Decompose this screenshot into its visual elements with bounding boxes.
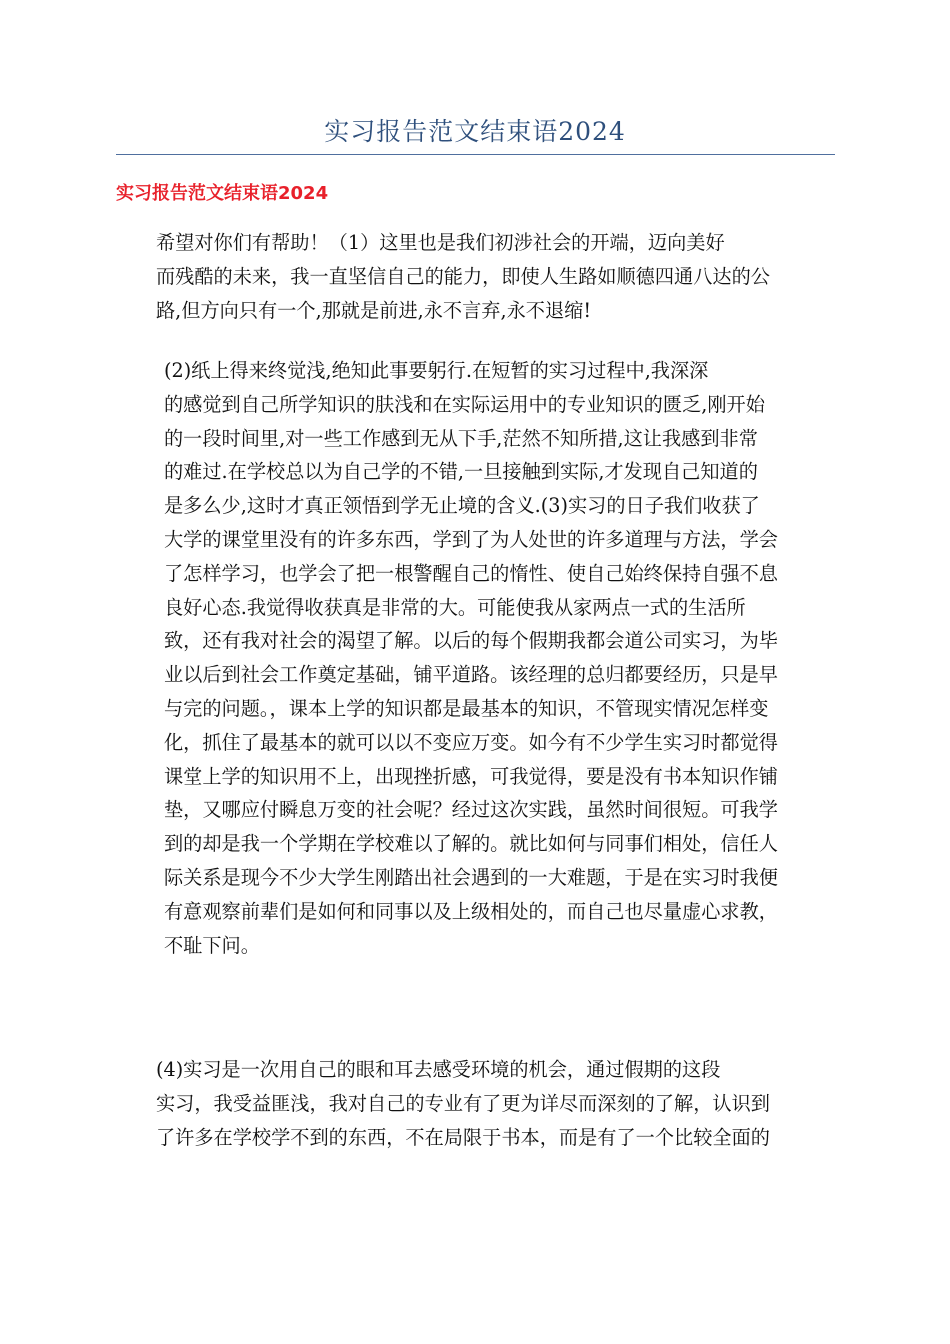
paragraph-line: 良好心态.我觉得收获真是非常的大。可能使我从家两点一式的生活所 [164, 595, 746, 619]
paragraph-line: 实习，我受益匪浅，我对自己的专业有了更为详尽而深刻的了解，认识到 [156, 1091, 770, 1115]
paragraph-line: 的一段时间里,对一些工作感到无从下手,茫然不知所措,这让我感到非常 [164, 426, 758, 450]
paragraph-3 [116, 1053, 832, 1154]
paragraph-1 [116, 226, 832, 327]
paragraph-line: 了许多在学校学不到的东西，不在局限于书本，而是有了一个比较全面的 [156, 1125, 770, 1149]
paragraph-line: 际关系是现今不少大学生刚踏出社会遇到的一大难题，于是在实习时我便 [164, 865, 778, 889]
paragraph-line: (2)纸上得来终觉浅,绝知此事要躬行.在短暂的实习过程中,我深深 [164, 359, 709, 382]
paragraph-line: 垫，又哪应付瞬息万变的社会呢？经过这次实践，虽然时间很短。可我学 [164, 798, 778, 822]
title-divider [116, 154, 835, 155]
paragraph-line: 与完的问题。，课本上学的知识都是最基本的知识，不管现实情况怎样变 [164, 696, 769, 720]
paragraph-line: 是多么少,这时才真正领悟到学无止境的含义.(3)实习的日子我们收获了 [164, 494, 760, 518]
paragraph-line: 课堂上学的知识用不上，出现挫折感，可我觉得，要是没有书本知识作铺 [164, 764, 778, 788]
paragraph-line: 业以后到社会工作奠定基础，铺平道路。该经理的总归都要经历，只是早 [164, 663, 778, 687]
paragraph-line: 致，还有我对社会的渴望了解。以后的每个假期我都会道公司实习，为毕 [164, 629, 778, 653]
paragraph-line: 有意观察前辈们是如何和同事以及上级相处的，而自己也尽量虚心求教， [164, 899, 778, 923]
section-heading: 实习报告范文结束语2024 [116, 183, 329, 204]
paragraph-2 [116, 354, 832, 962]
paragraph-line: 希望对你们有帮助！（1）这里也是我们初涉社会的开端，迈向美好 [156, 231, 725, 254]
paragraph-line: 不耻下问。 [164, 933, 260, 957]
paragraph-line: 化，抓住了最基本的就可以以不变应万变。如今有不少学生实习时都觉得 [164, 730, 778, 754]
paragraph-line: 而残酷的未来，我一直坚信自己的能力，即使人生路如顺德四通八达的公 [156, 264, 770, 288]
paragraph-line: 大学的课堂里没有的许多东西，学到了为人处世的许多道理与方法，学会 [164, 527, 778, 551]
paragraph-line: 路,但方向只有一个,那就是前进,永不言弃,永不退缩! [156, 298, 592, 322]
document-title: 实习报告范文结束语2024 [324, 117, 626, 146]
paragraph-line: 了怎样学习，也学会了把一根警醒自己的惰性、使自己始终保持自强不息 [164, 561, 778, 585]
paragraph-line: 的难过.在学校总以为自己学的不错,一旦接触到实际,才发现自己知道的 [164, 460, 758, 484]
paragraph-line: (4)实习是一次用自己的眼和耳去感受环境的机会，通过假期的这段 [156, 1058, 721, 1081]
paragraph-line: 的感觉到自己所学知识的肤浅和在实际运用中的专业知识的匮乏,刚开始 [164, 392, 765, 416]
paragraph-line: 到的却是我一个学期在学校难以了解的。就比如何与同事们相处，信任人 [164, 832, 778, 856]
